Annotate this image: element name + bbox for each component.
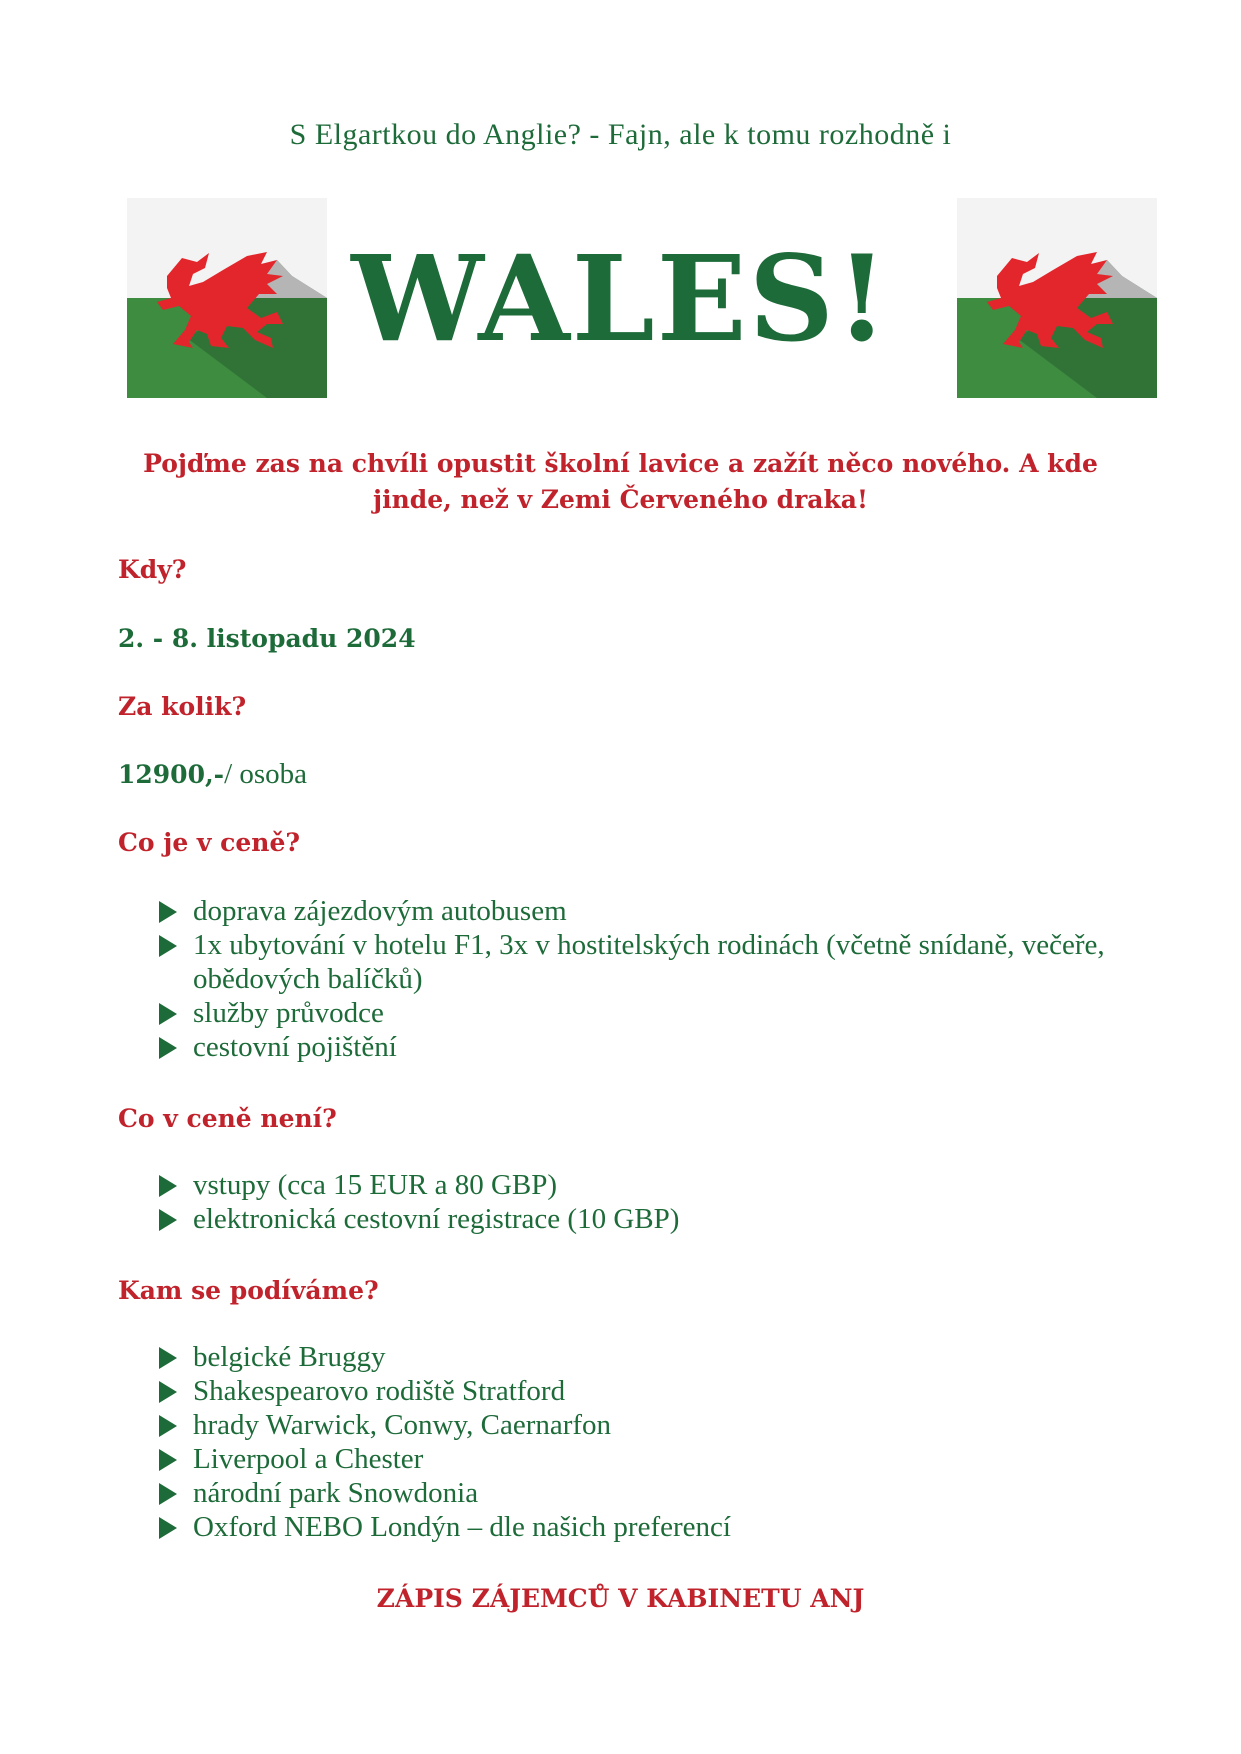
price-value <box>118 758 307 791</box>
list-item: hrady Warwick, Conwy, Caernarfon <box>155 1408 731 1442</box>
triangle-right-icon <box>159 935 177 957</box>
list-item: Oxford NEBO Londýn – dle našich preferencí <box>155 1510 731 1544</box>
triangle-right-icon <box>159 1175 177 1197</box>
list-item: národní park Snowdonia <box>155 1476 731 1510</box>
list-item: belgické Bruggy <box>155 1340 731 1374</box>
list-item: služby průvodce <box>155 996 1143 1030</box>
triangle-right-icon <box>159 1415 177 1437</box>
triangle-right-icon <box>159 1003 177 1025</box>
triangle-right-icon <box>159 1517 177 1539</box>
date-value: 2. - 8. listopadu 2024 <box>118 624 416 653</box>
excluded-list <box>155 1168 679 1236</box>
triangle-right-icon <box>159 1209 177 1231</box>
list-item: doprava zájezdovým autobusem <box>155 894 1143 928</box>
page-title: WALES! <box>351 229 890 368</box>
list-item: Liverpool a Chester <box>155 1442 731 1476</box>
triangle-right-icon <box>159 1449 177 1471</box>
list-item: vstupy (cca 15 EUR a 80 GBP) <box>155 1168 679 1202</box>
heading-included: Co je v ceně? <box>118 828 301 857</box>
triangle-right-icon <box>159 1037 177 1059</box>
price-amount: 12900,- <box>118 760 225 789</box>
triangle-right-icon <box>159 1483 177 1505</box>
included-list <box>155 894 1143 1064</box>
heading-when: Kdy? <box>118 555 187 584</box>
lead-paragraph: Pojďme zas na chvíli opustit školní lavice a zažít něco nového. A kde jinde, než v Zemi Červeného draka! <box>143 449 1098 514</box>
footer-note: ZÁPIS ZÁJEMCŮ V KABINETU ANJ <box>376 1584 865 1613</box>
intro-line: S Elgartkou do Anglie? - Fajn, ale k tomu rozhodně i <box>289 118 952 151</box>
triangle-right-icon <box>159 901 177 923</box>
list-item: Shakespearovo rodiště Stratford <box>155 1374 731 1408</box>
heading-excluded: Co v ceně není? <box>118 1104 337 1133</box>
price-unit: / osoba <box>224 758 308 790</box>
list-item: elektronická cestovní registrace (10 GBP) <box>155 1202 679 1236</box>
triangle-right-icon <box>159 1381 177 1403</box>
list-item: cestovní pojištění <box>155 1030 1143 1064</box>
list-item: 1x ubytování v hotelu F1, 3x v hostitelských rodinách (včetně snídaně, večeře, obědových balíčků) <box>155 928 1143 996</box>
triangle-right-icon <box>159 1347 177 1369</box>
heading-price: Za kolik? <box>118 692 247 721</box>
places-list <box>155 1340 731 1544</box>
heading-places: Kam se podíváme? <box>118 1276 379 1305</box>
wales-flag-icon <box>957 198 1157 398</box>
